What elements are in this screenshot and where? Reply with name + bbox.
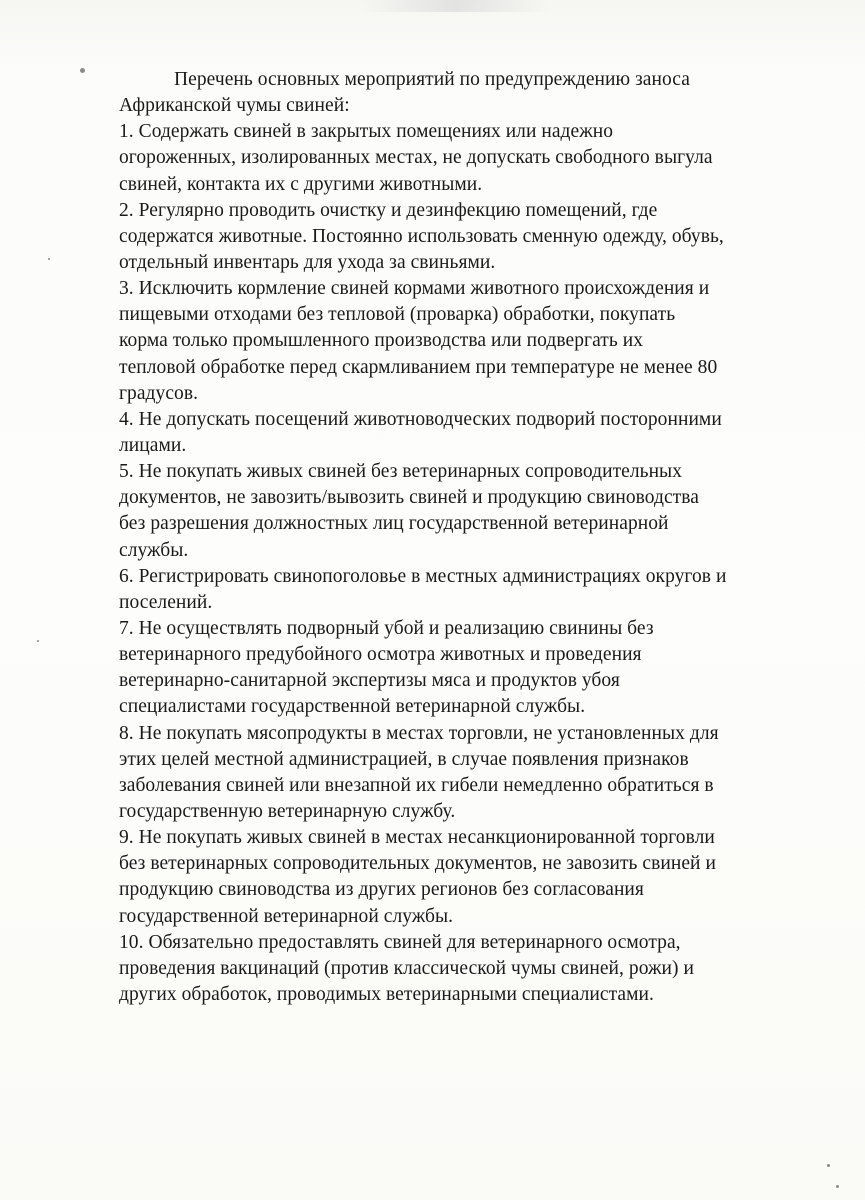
item-2-line: 2. Регулярно проводить очистку и дезинфекцию помещений, где — [119, 199, 658, 221]
document-title-line-1: Перечень основных мероприятий по предупреждению заноса — [174, 69, 690, 90]
item-10-line: других обработок, проводимых ветеринарными специалистами. — [119, 983, 654, 1005]
item-9-line: без ветеринарных сопроводительных документов, не завозить свиней и — [119, 853, 716, 875]
item-3-line: 3. Исключить кормление свиней кормами животного происхождения и — [119, 278, 710, 300]
item-1-line: 1. Содержать свиней в закрытых помещениях или надежно — [119, 121, 614, 143]
item-5-line: без разрешения должностных лиц государственной ветеринарной — [119, 513, 669, 535]
item-6-line: поселений. — [119, 591, 213, 613]
scan-speck — [48, 258, 50, 260]
item-5-line: 5. Не покупать живых свиней без ветеринарных сопроводительных — [119, 461, 683, 483]
item-10-line: проведения вакцинаций (против классической чумы свиней, рожи) и — [119, 957, 694, 979]
scan-smudge — [360, 0, 550, 12]
item-7-line: 7. Не осуществлять подворный убой и реализацию свинины без — [119, 617, 654, 639]
item-1-line: огороженных, изолированных местах, не допускать свободного выгула — [119, 147, 713, 169]
item-3-line: тепловой обработке перед скармливанием при температуре не менее 80 — [119, 356, 718, 378]
item-9-line: продукцию свиноводства из других регионов без согласования — [119, 879, 644, 901]
scan-speck — [80, 68, 85, 73]
item-5-line: документов, не завозить/вывозить свиней и продукцию свиноводства — [119, 487, 699, 509]
item-3-line: градусов. — [119, 382, 199, 404]
item-6-line: 6. Регистрировать свинопоголовье в местных администрациях округов и — [119, 565, 727, 587]
item-9-line: 9. Не покупать живых свиней в местах несанкционированной торговли — [119, 827, 715, 849]
item-7-line: специалистами государственной ветеринарной службы. — [119, 696, 586, 718]
scan-speck — [37, 640, 39, 642]
document-body — [119, 67, 839, 1008]
scan-speck — [836, 1185, 839, 1188]
scan-speck — [827, 1164, 830, 1167]
item-4-line: 4. Не допускать посещений животноводческих подворий посторонними — [119, 408, 722, 430]
item-3-line: корма только промышленного производства или подвергать их — [119, 330, 643, 352]
item-7-line: ветеринарного предубойного осмотра животных и проведения — [119, 644, 642, 666]
item-8-line: государственную ветеринарную службу. — [119, 800, 456, 822]
item-7-line: ветеринарно-санитарной экспертизы мяса и продуктов убоя — [119, 670, 620, 692]
item-8-line: заболевания свиней или внезапной их гибели немедленно обратиться в — [119, 774, 714, 796]
item-8-line: 8. Не покупать мясопродукты в местах торговли, не установленных для — [119, 722, 719, 744]
item-8-line: этих целей местной администрацией, в случае появления признаков — [119, 748, 689, 770]
item-1-line: свиней, контакта их с другими животными. — [119, 173, 483, 195]
item-9-line: государственной ветеринарной службы. — [119, 905, 454, 927]
item-3-line: пищевыми отходами без тепловой (проварка) обработки, покупать — [119, 304, 676, 326]
document-title-line-2: Африканской чумы свиней: — [119, 95, 350, 117]
item-2-line: отдельный инвентарь для ухода за свиньями. — [119, 251, 496, 273]
item-10-line: 10. Обязательно предоставлять свиней для ветеринарного осмотра, — [119, 931, 681, 953]
item-2-line: содержатся животные. Постоянно использовать сменную одежду, обувь, — [119, 225, 724, 247]
item-5-line: службы. — [119, 539, 189, 561]
item-4-line: лицами. — [119, 434, 187, 456]
